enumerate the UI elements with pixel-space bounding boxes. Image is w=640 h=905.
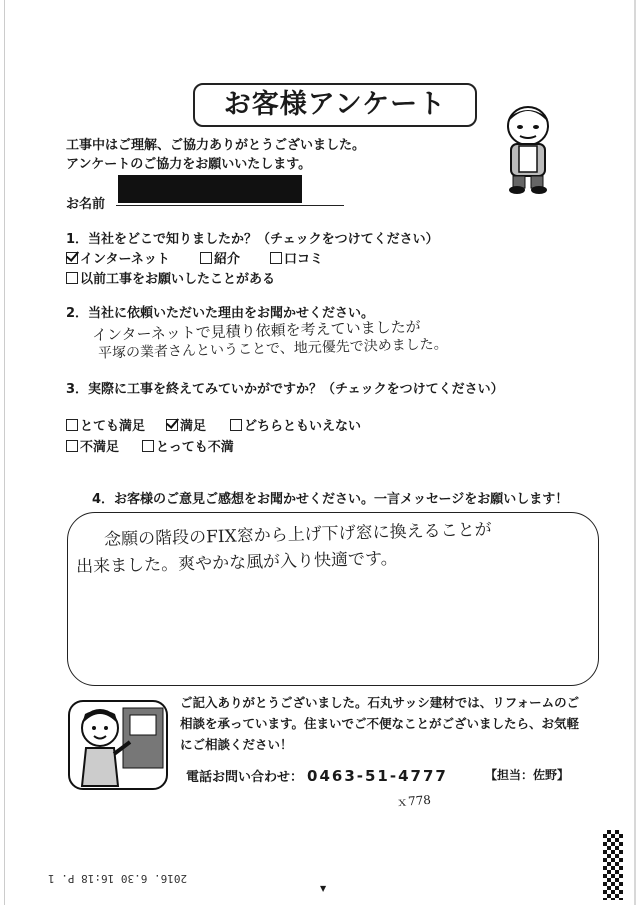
q3-option-very-dissatisfied[interactable]: とっても不満	[142, 436, 234, 455]
intro-text: 工事中はご理解、ご協力ありがとうございました。 アンケートのご協力をお願いいたします。	[66, 138, 366, 172]
q2-answer-line-1: インターネットで見積り依頼を考えていましたが	[91, 317, 421, 345]
checkbox[interactable]	[66, 272, 78, 284]
name-label: お名前	[66, 197, 106, 212]
checkbox[interactable]	[230, 419, 242, 431]
question-4: 4．お客様のご意見ご感想をお聞かせください。一言メッセージをお願いします！	[92, 492, 569, 507]
q4-answer-line-2: 出来ました。爽やかな風が入り快適です。	[75, 548, 398, 578]
name-redaction	[118, 175, 302, 203]
worker-mascot-illustration	[495, 100, 563, 195]
closing-message: ご記入ありがとうございました。石丸サッシ建材では、リフォームのご 相談を承っています。住まいでご不便なことがございましたら、お気軽 にご相談ください！	[180, 695, 580, 752]
q2-answer-line-2: 平塚の業者さんということで、地元優先で決めました。	[97, 336, 448, 362]
fax-header: 2016. 6.30 16:18 P. 1	[48, 872, 188, 885]
scan-marker-pattern	[603, 830, 623, 900]
q3-option-dissatisfied[interactable]: 不満足	[66, 436, 119, 455]
checkbox[interactable]	[200, 252, 212, 264]
q1-option-referral[interactable]: 紹介	[200, 248, 240, 267]
checkbox[interactable]	[142, 440, 154, 452]
phone-number[interactable]: 0463-51-4777	[307, 767, 448, 785]
checkbox[interactable]	[66, 419, 78, 431]
arrow-down-icon: ▼	[320, 884, 327, 893]
q3-option-very-satisfied[interactable]: とても満足	[66, 415, 145, 434]
checkbox[interactable]	[166, 419, 178, 431]
q1-option-word-of-mouth[interactable]: 口コミ	[270, 248, 323, 267]
checkbox[interactable]	[66, 440, 78, 452]
contact-phone[interactable]	[186, 766, 448, 785]
staff-name: 【担当：佐野】	[485, 768, 570, 782]
q1-option-internet[interactable]: インターネット	[66, 248, 170, 267]
q4-answer-line-1: 念願の階段のFIX窓から上げ下げ窓に換えることが	[103, 519, 492, 551]
checkbox[interactable]	[270, 252, 282, 264]
name-underline	[116, 205, 344, 206]
phone-label: 電話お問い合わせ：	[186, 770, 304, 785]
question-2: 2．当社に依頼いただいた理由をお聞かせください。	[66, 306, 375, 321]
handwritten-extension: ｘ778	[395, 792, 432, 810]
staff-illustration	[68, 700, 168, 790]
question-3: 3．実際に工事を終えてみていかがですか？（チェックをつけてください）	[66, 382, 504, 397]
q3-option-satisfied[interactable]: 満足	[166, 415, 206, 434]
question-1: 1．当社をどこで知りましたか？（チェックをつけてください）	[66, 232, 439, 247]
q3-option-neutral[interactable]: どちらともいえない	[230, 415, 361, 434]
scan-edge	[4, 0, 5, 905]
page-title: お客様アンケート	[193, 83, 477, 127]
checkbox[interactable]	[66, 252, 78, 264]
scan-edge-right	[634, 0, 636, 905]
q1-option-previous-customer[interactable]: 以前工事をお願いしたことがある	[66, 268, 275, 287]
